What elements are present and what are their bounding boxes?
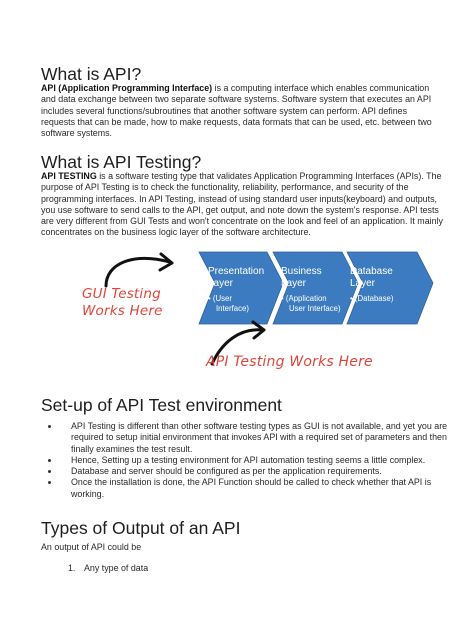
architecture-diagram [62, 246, 422, 386]
heading-what-is-api: What is API? [41, 64, 142, 84]
database-layer-sub [350, 294, 393, 304]
heading-setup-environment: Set-up of API Test environment [41, 395, 282, 415]
database-sub-line1: • (Database) [350, 294, 394, 303]
paragraph-api-testing [41, 171, 445, 239]
presentation-sub-line1: • (User [208, 294, 232, 303]
presentation-title-line1: Presentation [208, 266, 265, 277]
heading-what-is-api-testing: What is API Testing? [41, 152, 202, 172]
bullet-text: Hence, Setting up a testing environment for API automation testing seems a little complex. [71, 454, 426, 465]
list-text: Any type of data [84, 563, 149, 573]
business-sub-line2: User Interface) [289, 303, 341, 313]
business-title-line1: Business [281, 266, 322, 277]
business-title-line2: Layer [281, 278, 307, 289]
database-title-line1: Database [350, 266, 393, 277]
business-sub-line1: • (Application [281, 294, 327, 303]
paragraph-what-is-api [41, 83, 441, 139]
text-what-is-api: is a computing interface which enables communication and data exchange between two separate software systems. Software system that executes an API includes several functions/subroutines that another software system can perform. API defines requests that can be made, how to make requests, data formats that can be used, etc. between two software systems. [41, 83, 432, 139]
list-item [41, 477, 451, 500]
list-item [41, 421, 451, 455]
business-layer-sub [281, 294, 341, 313]
bullet-text: API Testing is different than other software testing types as GUI is not available, and yet you are required to setup initial environment that invokes API with a required set of parameters and then finally examines the test result. [71, 421, 448, 454]
presentation-layer-title [208, 266, 264, 290]
list-item [41, 455, 451, 466]
output-intro: An output of API could be [41, 542, 142, 552]
setup-bullet-list [41, 421, 451, 500]
gui-note-line1: GUI Testing [82, 286, 161, 302]
heading-types-of-output: Types of Output of an API [41, 518, 241, 538]
text-api-testing: is a software testing type that validates Application Programming Interfaces (APIs). The purpose of API Testing is to check the functionality, reliability, performance, and security of the programming interfaces. In API Testing, instead of using standard user inputs(keyboard) and outputs, you use software to send calls to the API, get output, and note down the system's response. API tests are very different from GUI Tests and won't concentrate on the look and feel of an application. It mainly concentrates on the business logic layer of the software architecture. [41, 171, 443, 238]
term-api-testing: API TESTING [41, 171, 97, 181]
api-testing-note: API Testing Works Here [206, 354, 373, 370]
bullet-dot-icon [48, 481, 51, 484]
bullet-dot-icon [48, 459, 51, 462]
presentation-layer-sub [208, 294, 249, 313]
presentation-sub-line2: Interface) [216, 303, 249, 313]
database-layer-title [350, 266, 393, 290]
bullet-dot-icon [48, 425, 51, 428]
gui-note-line2: Works Here [82, 303, 163, 319]
list-number: 1. [68, 563, 76, 573]
bullet-dot-icon [48, 470, 51, 473]
term-api: API (Application Programming Interface) [41, 83, 213, 93]
gui-testing-note [82, 286, 163, 320]
output-list-item [41, 563, 148, 573]
database-title-line2: Layer [350, 278, 376, 289]
bullet-text: Database and server should be configured as per the application requirements. [71, 466, 382, 477]
bullet-text: Once the installation is done, the API Function should be called to check whether that API is working. [71, 477, 432, 499]
gui-arrow [106, 258, 170, 286]
presentation-title-line2: Layer [208, 278, 234, 289]
business-layer-title [281, 266, 322, 290]
list-item [41, 466, 451, 477]
